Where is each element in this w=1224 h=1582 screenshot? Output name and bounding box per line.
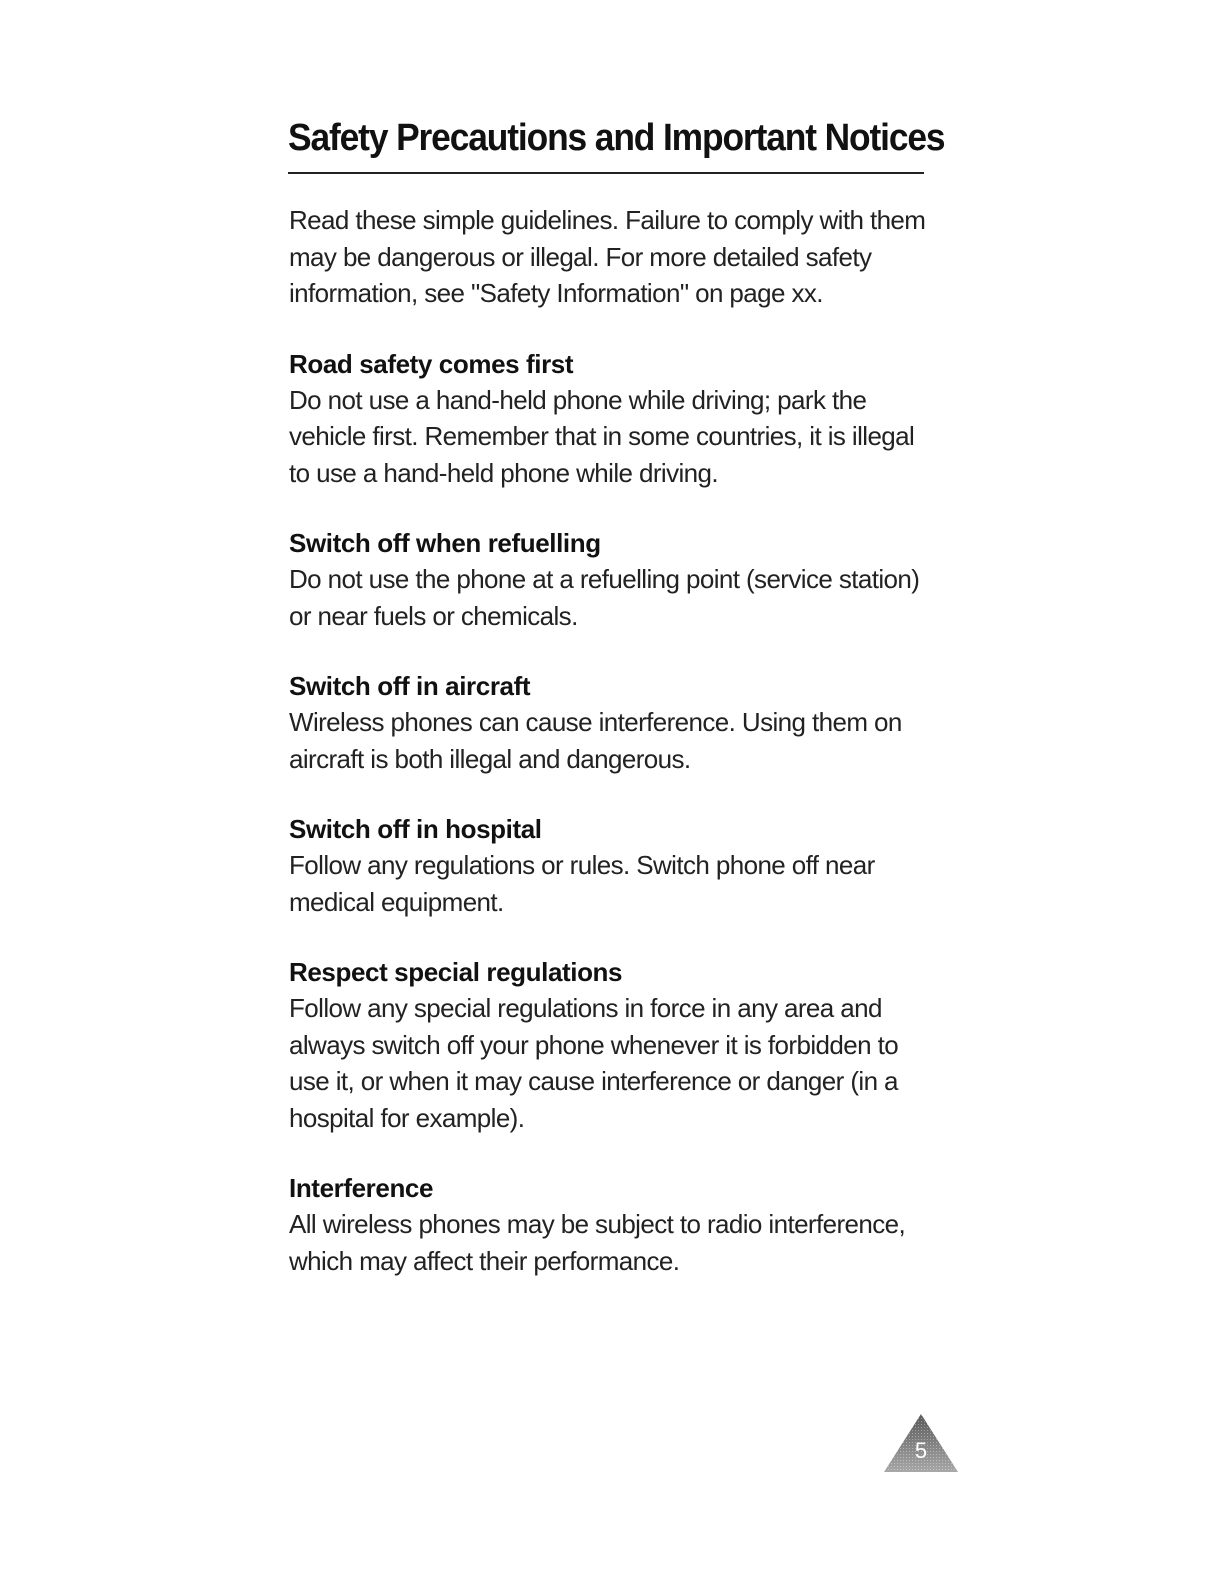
section-body: All wireless phones may be subject to radio interference, which may affect their performance. [289, 1209, 906, 1276]
title-divider [288, 172, 924, 174]
page-number: 5 [914, 1438, 928, 1463]
section-body: Do not use the phone at a refuelling point (service station) or near fuels or chemicals. [289, 564, 920, 631]
section-heading: Road safety comes first [289, 348, 574, 379]
section-body: Follow any regulations or rules. Switch phone off near medical equipment. [289, 850, 875, 917]
section-heading: Switch off in hospital [289, 814, 542, 844]
intro-paragraph: Read these simple guidelines. Failure to comply with them may be dangerous or illegal. For more detailed safety information, see "Safety Information" on page xx. [289, 205, 926, 308]
section-refuelling [289, 525, 929, 634]
section-body: Do not use a hand-held phone while driving; park the vehicle first. Remember that in some countries, it is illegal to use a hand-held phone while driving. [289, 384, 915, 488]
section-aircraft [289, 668, 929, 777]
section-body: Follow any special regulations in force in any area and always switch off your phone whenever it is forbidden to use it, or when it may cause interference or danger (in a hospital for example). [289, 993, 899, 1133]
section-hospital [289, 811, 929, 920]
section-interference [289, 1170, 929, 1279]
section-heading: Switch off when refuelling [289, 528, 601, 558]
page-title: Safety Precautions and Important Notices [288, 117, 945, 159]
section-special-regulations [289, 954, 929, 1136]
section-heading: Respect special regulations [289, 957, 623, 987]
section-heading: Interference [289, 1173, 434, 1203]
section-road-safety [289, 346, 929, 492]
section-body: Wireless phones can cause interference. Using them on aircraft is both illegal and dangerous. [289, 707, 902, 774]
page-number-marker [882, 1412, 960, 1474]
section-heading: Switch off in aircraft [289, 671, 531, 701]
main-content [289, 202, 929, 1279]
